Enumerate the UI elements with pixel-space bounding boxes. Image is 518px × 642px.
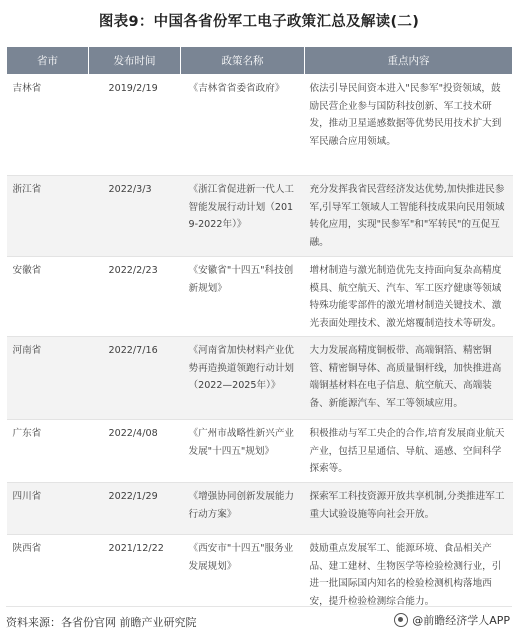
table-row — [7, 75, 513, 176]
brand-label: @前瞻经济学人APP — [412, 614, 510, 627]
qianzhan-logo-icon — [394, 613, 408, 627]
cell-date: 2019/2/19 — [89, 75, 181, 176]
page-title: 图表9：中国各省份军工电子政策汇总及解读(二) — [98, 14, 420, 30]
cell-policy: 《吉林省省委省政府》 — [181, 75, 305, 176]
footer-divider — [6, 606, 512, 607]
brand-credit — [394, 612, 510, 628]
cell-policy: 《浙江省促进新一代人工智能发展行动计划（2019-2022年）》 — [181, 176, 305, 257]
cell-content: 探索军工科技资源开放共享机制,分类推进军工重大试验设施等向社会开放。 — [305, 483, 513, 535]
source-note: 资料来源：各省份官网 前瞻产业研究院 — [6, 616, 197, 629]
header-province: 省市 — [7, 47, 89, 75]
table-row — [7, 257, 513, 337]
table-row — [7, 483, 513, 535]
cell-province: 河南省 — [7, 337, 89, 420]
cell-province: 安徽省 — [7, 257, 89, 337]
header-content: 重点内容 — [305, 47, 513, 75]
cell-date: 2022/2/23 — [89, 257, 181, 337]
cell-content: 大力发展高精度铜板带、高端铜箔、精密铜管、精密铜导体、高质量铜杆线，加快推进高端铜基材料在电子信息、航空航天、高端装备、新能源汽车、军工等领域应用。 — [305, 337, 513, 420]
header-policy: 政策名称 — [181, 47, 305, 75]
cell-province: 四川省 — [7, 483, 89, 535]
table-header-row — [7, 47, 513, 75]
cell-province: 浙江省 — [7, 176, 89, 257]
cell-province: 吉林省 — [7, 75, 89, 176]
cell-date: 2022/7/16 — [89, 337, 181, 420]
table-row — [7, 176, 513, 257]
cell-date: 2022/1/29 — [89, 483, 181, 535]
cell-policy: 《广州市战略性新兴产业发展"十四五"规划》 — [181, 420, 305, 483]
cell-policy: 《安徽省"十四五"科技创新规划》 — [181, 257, 305, 337]
cell-province: 陕西省 — [7, 535, 89, 617]
cell-date: 2022/3/3 — [89, 176, 181, 257]
cell-policy: 《西安市"十四五"服务业发展规划》 — [181, 535, 305, 617]
cell-date: 2021/12/22 — [89, 535, 181, 617]
cell-content: 增材制造与激光制造优先支持面向复杂高精度模具、航空航天、汽车、军工医疗健康等领域特殊功能零部件的激光增材制造关键技术、激光表面处理技术、激光熔覆制造技术等研发。 — [305, 257, 513, 337]
table-row — [7, 535, 513, 617]
cell-policy: 《河南省加快材料产业优势再造换道领跑行动计划（2022—2025年）》 — [181, 337, 305, 420]
cell-content: 依法引导民间资本进入"民参军"投资领域，鼓励民营企业参与国防科技创新、军工技术研发，推动卫星遥感数据等优势民用技术扩大到军民融合应用领域。 — [305, 75, 513, 176]
cell-date: 2022/4/08 — [89, 420, 181, 483]
cell-policy: 《增强协同创新发展能力行动方案》 — [181, 483, 305, 535]
cell-content: 鼓励重点发展军工、能源环境、食品相关产品、建工建材、生物医学等检验检测行业，引进一批国际国内知名的检验检测机构落地西安，提升检验检测综合能力。 — [305, 535, 513, 617]
cell-content: 积极推动与军工央企的合作,培育发展商业航天产业，包括卫星通信、导航、遥感、空间科学探索等。 — [305, 420, 513, 483]
policy-table — [6, 46, 513, 617]
cell-content: 充分发挥我省民营经济发达优势,加快推进民参军,引导军工领域人工智能科技成果向民用领域转化应用，实现"民参军"和"军转民"的互促互融。 — [305, 176, 513, 257]
cell-province: 广东省 — [7, 420, 89, 483]
header-date: 发布时间 — [89, 47, 181, 75]
table-row — [7, 337, 513, 420]
table-row — [7, 420, 513, 483]
